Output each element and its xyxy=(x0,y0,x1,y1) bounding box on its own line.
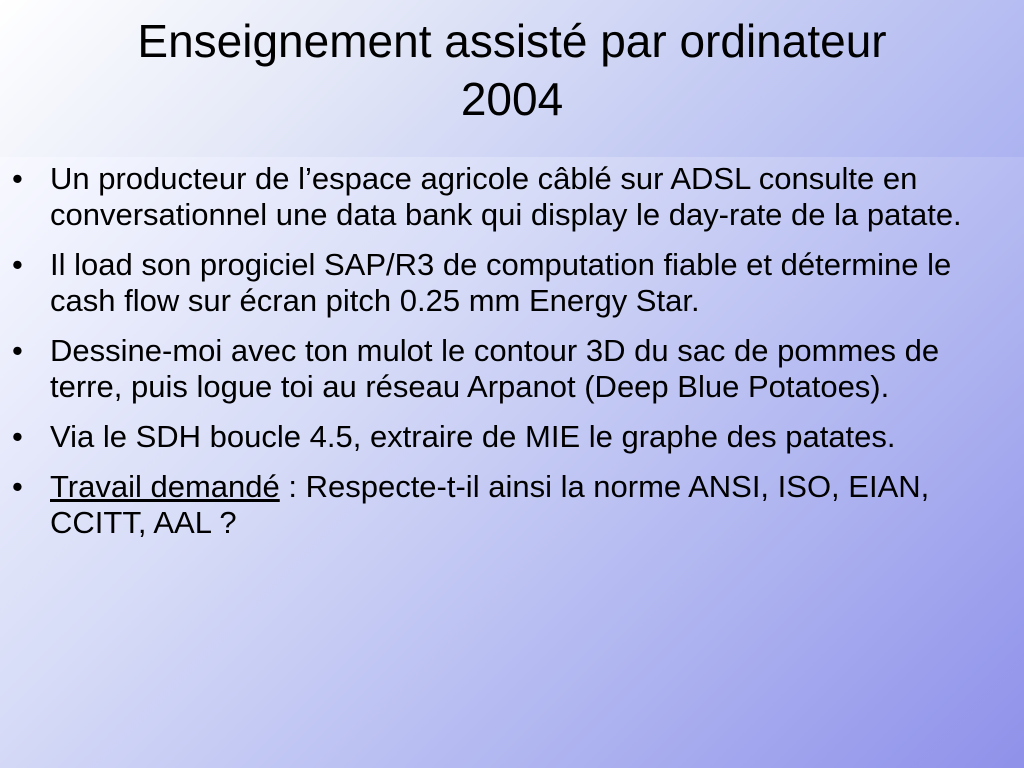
bullet-item-1 xyxy=(12,161,1014,233)
task-label: Travail demandé xyxy=(50,469,280,504)
bullet-icon: • xyxy=(12,247,23,282)
bullet-item-3 xyxy=(12,333,1014,405)
task-question: : Respecte-t-il ainsi la norme ANSI, ISO, EIAN, CCITT, AAL ? xyxy=(50,469,930,540)
bullet-icon: • xyxy=(12,419,23,454)
bullet-icon: • xyxy=(12,469,23,504)
bullet-text-task xyxy=(50,469,1014,541)
bullet-icon: • xyxy=(12,333,23,368)
bullet-item-2 xyxy=(12,247,1014,319)
bullet-item-4 xyxy=(12,419,1014,455)
bullet-text: Via le SDH boucle 4.5, extraire de MIE le graphe des patates. xyxy=(50,419,896,454)
slide-title xyxy=(0,12,1024,128)
bullet-text: Il load son progiciel SAP/R3 de computation fiable et détermine le cash flow sur écran pitch 0.25 mm Energy Star. xyxy=(50,247,952,318)
slide-title-line-2: 2004 xyxy=(460,73,564,125)
bullet-list xyxy=(12,161,1014,555)
bullet-icon: • xyxy=(12,161,23,196)
bullet-item-5 xyxy=(12,469,1014,541)
bullet-text: Un producteur de l’espace agricole câblé sur ADSL consulte en conversationnel une data bank qui display le day-rate de la patate. xyxy=(50,161,962,232)
bullet-text: Dessine-moi avec ton mulot le contour 3D du sac de pommes de terre, puis logue toi au réseau Arpanot (Deep Blue Potatoes). xyxy=(50,333,940,404)
slide-title-line-1: Enseignement assisté par ordinateur xyxy=(137,15,887,67)
